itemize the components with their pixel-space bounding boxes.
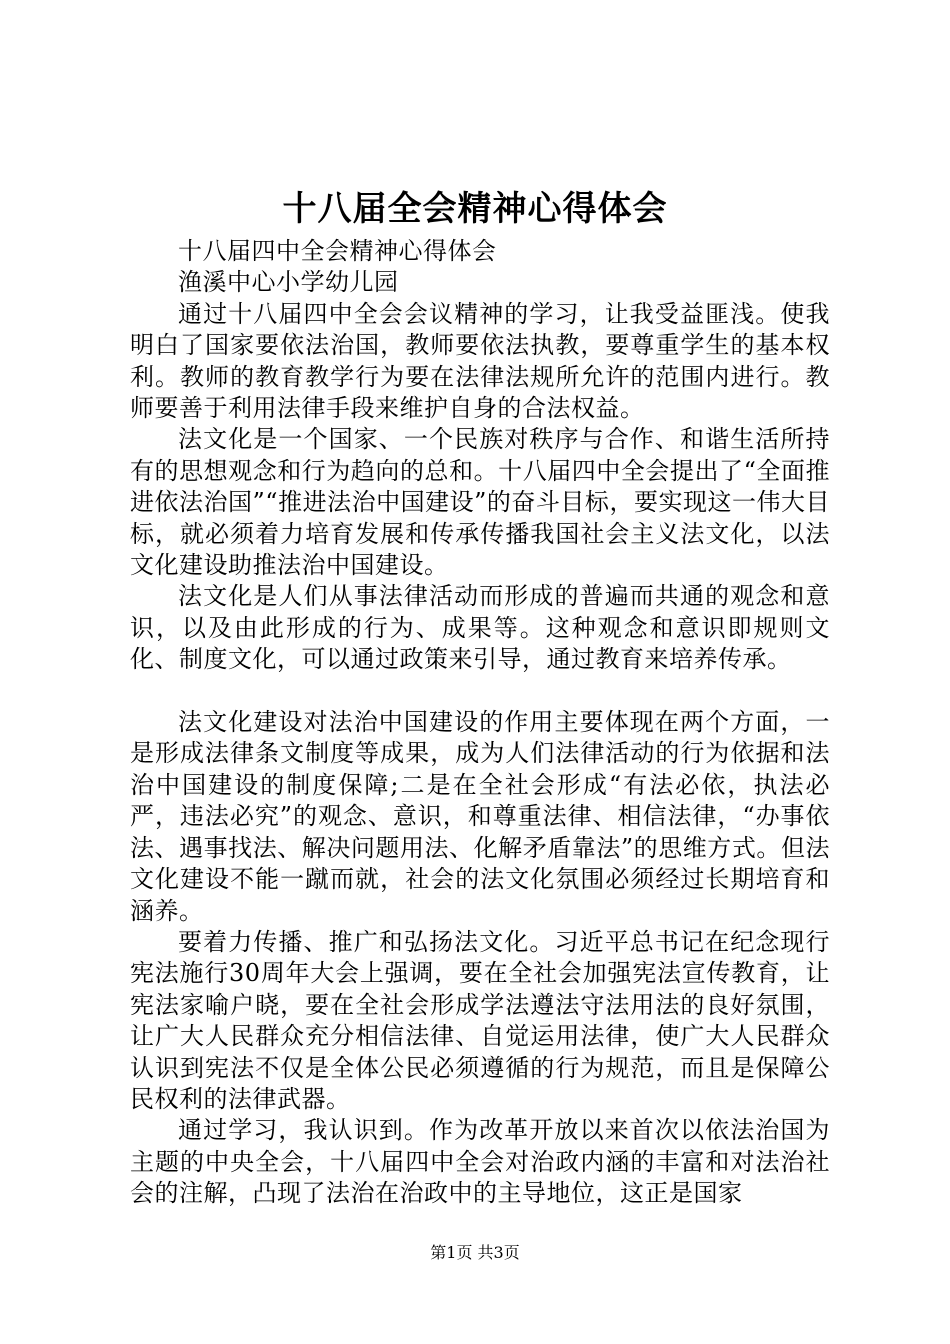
document-title: 十八届全会精神心得体会: [282, 189, 668, 229]
document-body: [130, 236, 830, 1210]
paragraph-3: 法文化是人们从事法律活动而形成的普遍而共通的观念和意识，以及由此形成的行为、成果等。这种观念和意识即规则文化、制度文化，可以通过政策来引导，通过教育来培养传承。: [130, 582, 830, 674]
paragraph-4: 法文化建设对法治中国建设的作用主要体现在两个方面，一是形成法律条文制度等成果，成为人们法律活动的行为依据和法治中国建设的制度保障;二是在全社会形成“有法必依，执法必严，违法必究”的观念、意识，和尊重法律、相信法律，“办事依法、遇事找法、解决问题用法、化解矛盾靠法”的思维方式。但法文化建设不能一蹴而就，社会的法文化氛围必须经过长期培育和涵养。: [130, 708, 830, 925]
paragraph-6: 通过学习，我认识到。作为改革开放以来首次以依法治国为主题的中央全会，十八届四中全会对治政内涵的丰富和对法治社会的注解，凸现了法治在治政中的主导地位，这正是国家: [130, 1116, 830, 1208]
subtitle: 十八届四中全会精神心得体会: [178, 237, 497, 265]
paragraph-1: 通过十八届四中全会会议精神的学习，让我受益匪浅。使我明白了国家要依法治国，教师要依法执教，要尊重学生的基本权利。教师的教育教学行为要在法律法规所允许的范围内进行。教师要善于利用法律手段来维护自身的合法权益。: [130, 299, 830, 423]
organization: 渔溪中心小学幼儿园: [178, 268, 399, 297]
paragraph-5: 要着力传播、推广和弘扬法文化。习近平总书记在纪念现行宪法施行30周年大会上强调，要在全社会加强宪法宣传教育，让宪法家喻户晓，要在全社会形成学法遵法守法用法的良好氛围，让广大人民群众充分相信法律、自觉运用法律，使广大人民群众认识到宪法不仅是全体公民必须遵循的行为规范，而且是保障公民权利的法律武器。: [130, 927, 830, 1113]
paragraph-2: 法文化是一个国家、一个民族对秩序与合作、和谐生活所持有的思想观念和行为趋向的总和。十八届四中全会提出了“全面推进依法治国”“推进法治中国建设”的奋斗目标，要实现这一伟大目标，就必须着力培育发展和传承传播我国社会主义法文化，以法文化建设助推法治中国建设。: [130, 425, 830, 580]
paragraph-gap: [130, 676, 830, 707]
page-number: 第1页 共3页: [430, 1243, 520, 1262]
